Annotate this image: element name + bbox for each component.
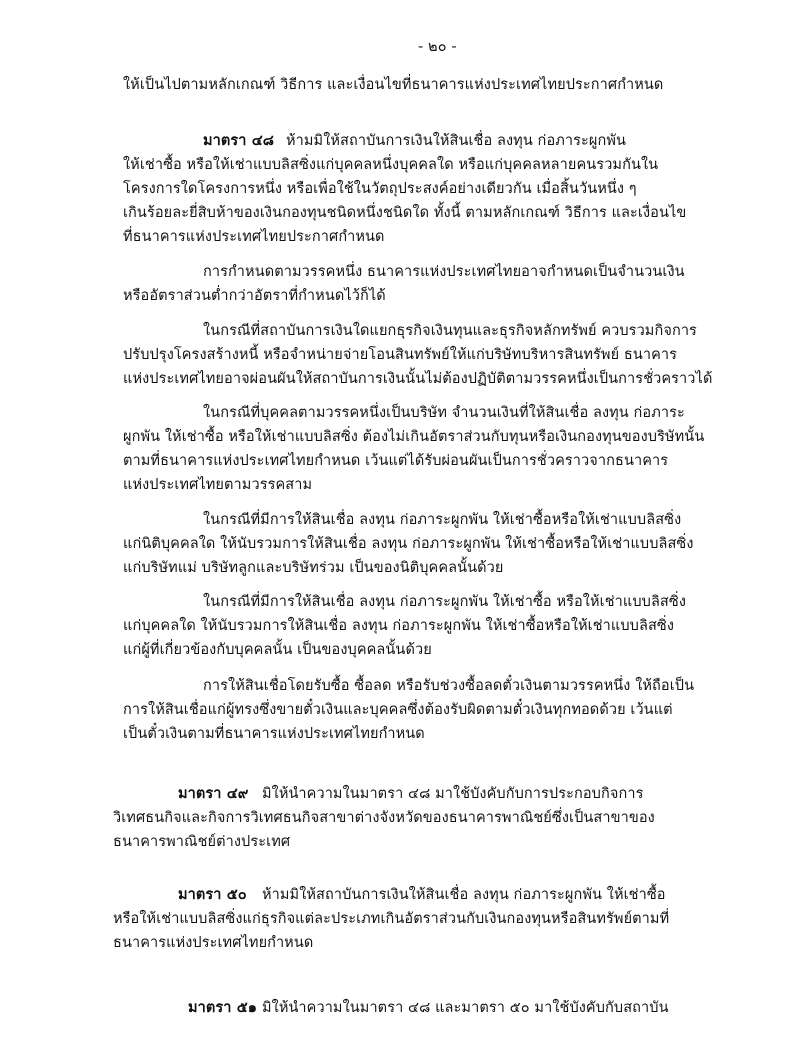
text-line: ธนาคารแห่งประเทศไทยกำหนด	[113, 935, 314, 951]
text-line: วิเทศธนกิจและกิจการวิเทศธนกิจสาขาต่างจังหวัดของธนาคารพาณิชย์ซึ่งเป็นสาขาของ	[113, 810, 655, 826]
text-line: ผูกพัน ให้เช่าซื้อ หรือให้เช่าแบบลิสซิ่ง ต้องไม่เกินอัตราส่วนกับทุนหรือเงินกองทุนของบริษัทนั้น	[123, 429, 705, 445]
text-line: ห้ามมิให้สถาบันการเงินให้สินเชื่อ ลงทุน ก่อภาระผูกพัน ให้เช่าซื้อ	[262, 887, 666, 903]
text-line: ในกรณีที่มีการให้สินเชื่อ ลงทุน ก่อภาระผูกพัน ให้เช่าซื้อ หรือให้เช่าแบบลิสซิ่ง	[203, 594, 686, 610]
text-line: แห่งประเทศไทยอาจผ่อนผันให้สถาบันการเงินนั้นไม่ต้องปฏิบัติตามวรรคหนึ่งเป็นการชั่วคราวได้	[123, 371, 713, 387]
text-line: แห่งประเทศไทยตามวรรคสาม	[123, 477, 313, 493]
text-line: หรือให้เช่าแบบลิสซิ่งแก่ธุรกิจแต่ละประเภทเกินอัตราส่วนกับเงินกองทุนหรือสินทรัพย์ตามที่	[113, 911, 670, 927]
text-line: มิให้นำความในมาตรา ๔๘ มาใช้บังคับกับการประกอบกิจการ	[262, 786, 644, 802]
text-line: แก่บุคคลใด ให้นับรวมการให้สินเชื่อ ลงทุน ก่อภาระผูกพัน ให้เช่าซื้อหรือให้เช่าแบบลิสซิ่ง	[123, 618, 675, 634]
text-line: การให้สินเชื่อแก่ผู้ทรงซึ่งขายตั๋วเงินและบุคคลซึ่งต้องรับผิดตามตั๋วเงินทุกทอดด้วย เว้นแต่	[123, 702, 673, 718]
text-line: แก่บริษัทแม่ บริษัทลูกและบริษัทร่วม เป็นของนิติบุคคลนั้นด้วย	[123, 560, 504, 576]
section-heading-48: มาตรา ๔๘	[203, 133, 275, 149]
text-line: มิให้นำความในมาตรา ๔๘ และมาตรา ๕๐ มาใช้บังคับกับสถาบัน	[262, 1000, 669, 1016]
text-line: แก่นิติบุคคลใด ให้นับรวมการให้สินเชื่อ ลงทุน ก่อภาระผูกพัน ให้เช่าซื้อหรือให้เช่าแบบลิสซิ่ง	[123, 536, 694, 552]
text-line: การให้สินเชื่อโดยรับซื้อ ซื้อลด หรือรับช่วงซื้อลดตั๋วเงินตามวรรคหนึ่ง ให้ถือเป็น	[203, 678, 695, 694]
text-line: ปรับปรุงโครงสร้างหนี้ หรือจำหน่ายจ่ายโอนสินทรัพย์ให้แก่บริษัทบริหารสินทรัพย์ ธนาคาร	[123, 347, 678, 363]
text-line: ให้เป็นไปตามหลักเกณฑ์ วิธีการ และเงื่อนไขที่ธนาคารแห่งประเทศไทยประกาศกำหนด	[123, 77, 664, 93]
text-line: ตามที่ธนาคารแห่งประเทศไทยกำหนด เว้นแต่ได้รับผ่อนผันเป็นการชั่วคราวจากธนาคาร	[123, 453, 669, 469]
text-line: ในกรณีที่มีการให้สินเชื่อ ลงทุน ก่อภาระผูกพัน ให้เช่าซื้อหรือให้เช่าแบบลิสซิ่ง	[203, 512, 682, 528]
text-line: ธนาคารพาณิชย์ต่างประเทศ	[113, 834, 291, 850]
text-line: ที่ธนาคารแห่งประเทศไทยประกาศกำหนด	[123, 229, 385, 245]
text-line: เกินร้อยละยี่สิบห้าของเงินกองทุนชนิดหนึ่งชนิดใด ทั้งนี้ ตามหลักเกณฑ์ วิธีการ และเงื่อนไข	[123, 205, 687, 221]
page-number: - ๒๐ -	[418, 39, 457, 55]
section-heading-50: มาตรา ๕๐	[178, 887, 247, 903]
text-line: หรืออัตราส่วนต่ำกว่าอัตราที่กำหนดไว้ก็ได้	[123, 288, 386, 304]
text-line: ในกรณีที่สถาบันการเงินใดแยกธุรกิจเงินทุนและธุรกิจหลักทรัพย์ ควบรวมกิจการ	[203, 323, 697, 339]
text-line: โครงการใดโครงการหนึ่ง หรือเพื่อใช้ในวัตถุประสงค์อย่างเดียวกัน เมื่อสิ้นวันหนึ่ง ๆ	[123, 181, 637, 197]
text-line: การกำหนดตามวรรคหนึ่ง ธนาคารแห่งประเทศไทยอาจกำหนดเป็นจำนวนเงิน	[203, 264, 685, 280]
text-line: เป็นตั๋วเงินตามที่ธนาคารแห่งประเทศไทยกำหนด	[123, 726, 425, 742]
text-line: ในกรณีที่บุคคลตามวรรคหนึ่งเป็นบริษัท จำนวนเงินที่ให้สินเชื่อ ลงทุน ก่อภาระ	[203, 405, 685, 421]
section-heading-49: มาตรา ๔๙	[178, 786, 249, 802]
text-line: แก่ผู้ที่เกี่ยวข้องกับบุคคลนั้น เป็นของบุคคลนั้นด้วย	[123, 642, 432, 658]
section-heading-51: มาตรา ๕๑	[188, 1000, 258, 1016]
text-line: ห้ามมิให้สถาบันการเงินให้สินเชื่อ ลงทุน ก่อภาระผูกพัน	[286, 133, 627, 149]
text-line: ให้เช่าซื้อ หรือให้เช่าแบบลิสซิ่งแก่บุคคลหนึ่งบุคคลใด หรือแก่บุคคลหลายคนรวมกันใน	[123, 157, 659, 173]
